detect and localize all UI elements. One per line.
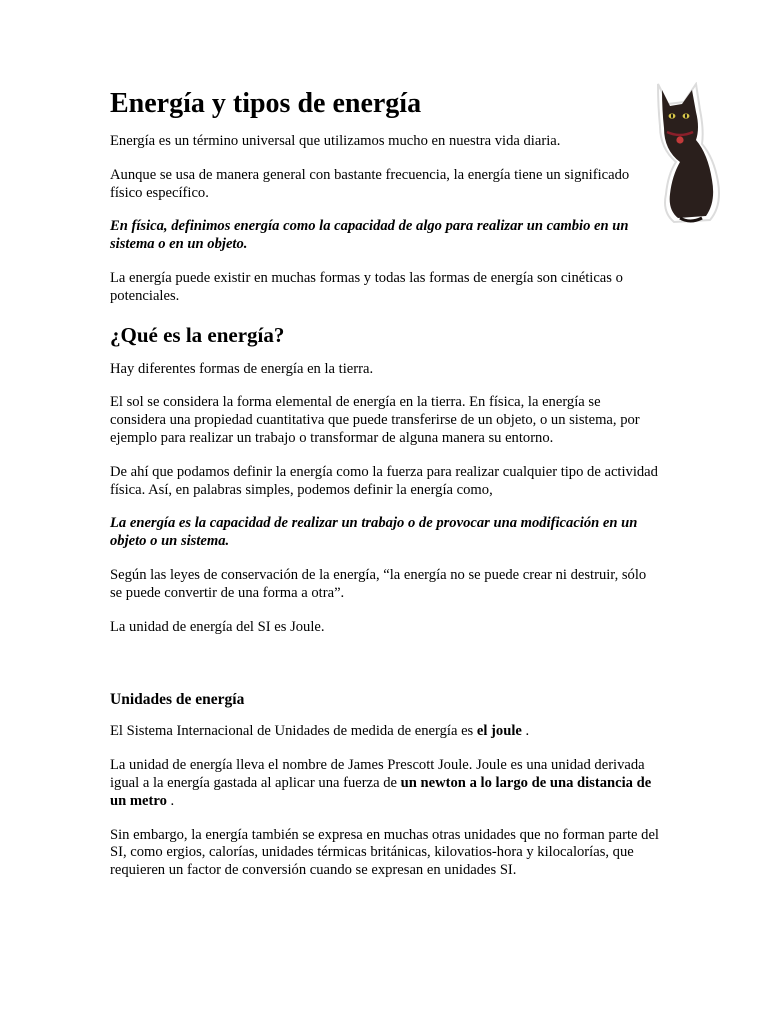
units-paragraph-1: El Sistema Internacional de Unidades de medida de energía es el joule . <box>110 723 530 740</box>
page-title: Energía y tipos de energía <box>110 88 422 119</box>
conservation-paragraph: Según las leyes de conservación de la energía, “la energía no se puede crear ni destruir, sólo se puede convertir de una forma a otra”. <box>110 566 647 601</box>
energy-definition-2: La energía es la capacidad de realizar un trabajo o de provocar una modificación en un objeto o un sistema. <box>110 515 638 550</box>
section2-paragraph-2: El sol se considera la forma elemental de energía en la tierra. En física, la energía se considera una propiedad cuantitativa que puede transferirse de un objeto, o un sistema, por ejemplo para realizar un trabajo o transformar de alguna manera su entorno. <box>110 394 640 446</box>
newton-meter-term: un newton a lo largo de una distancia de un metro <box>110 774 652 809</box>
forms-paragraph: La energía puede existir en muchas formas y todas las formas de energía son cinéticas o potenciales. <box>110 269 623 304</box>
intro-paragraph-1: Energía es un término universal que utilizamos mucho en nuestra vida diaria. <box>110 133 561 149</box>
section-heading-units: Unidades de energía <box>110 691 245 709</box>
si-unit-paragraph: La unidad de energía del SI es Joule. <box>110 618 325 635</box>
joule-term: el joule <box>476 723 522 740</box>
black-cat-image <box>650 82 726 230</box>
units-paragraph-3: Sin embargo, la energía también se expresa en muchas otras unidades que no forman parte del SI, como ergios, calorías, unidades térmicas británicas, kilovatios-hora y kilocalorías, que requieren un factor de conversión cuando se expresan en unidades SI. <box>110 826 659 879</box>
intro-paragraph-2: Aunque se usa de manera general con bastante frecuencia, la energía tiene un significado físico específico. <box>110 166 630 201</box>
section2-paragraph-3: De ahí que podamos definir la energía como la fuerza para realizar cualquier tipo de actividad física. Así, en palabras simples, podemos definir la energía como, <box>110 463 658 498</box>
section2-paragraph-1: Hay diferentes formas de energía en la tierra. <box>110 360 374 377</box>
document-page <box>110 86 660 896</box>
spacer <box>110 652 660 690</box>
energy-definition: En física, definimos energía como la capacidad de algo para realizar un cambio en un sistema o en un objeto. <box>110 218 629 253</box>
section-heading-what-is-energy: ¿Qué es la energía? <box>110 322 285 347</box>
units-paragraph-2: La unidad de energía lleva el nombre de James Prescott Joule. Joule es una unidad derivada igual a la energía gastada al aplicar una fuerza de un newton a lo largo de una distancia de un metro . <box>110 757 652 809</box>
black-cat-illustration-icon <box>650 82 726 230</box>
